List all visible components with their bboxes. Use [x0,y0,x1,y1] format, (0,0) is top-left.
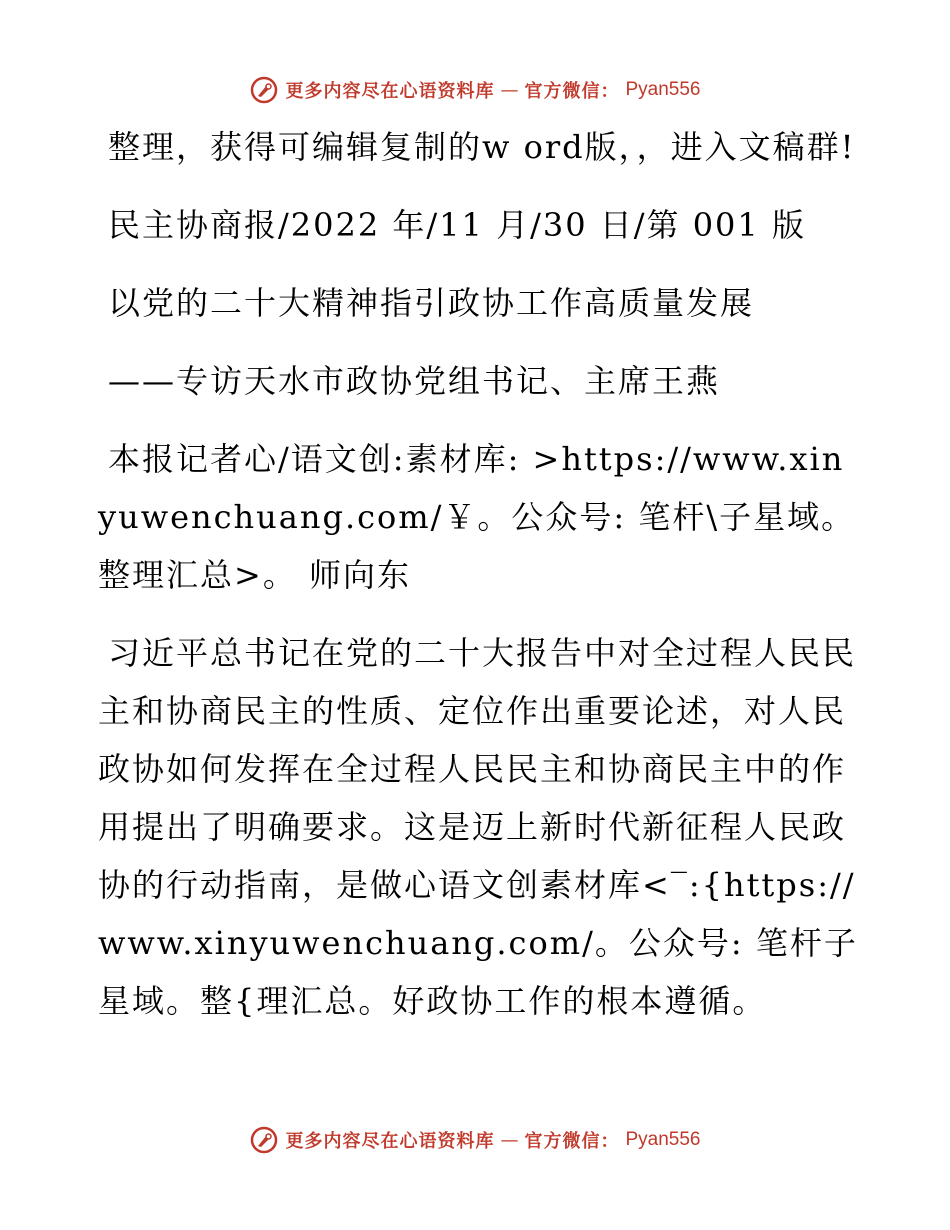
intro-paragraph: 整理，获得可编辑复制的w ord版，，进入文稿群! [108,128,856,166]
header-banner-separator: — [500,79,519,101]
header-watermark-banner [0,70,950,110]
footer-wechat-label: 官方微信： [524,1131,620,1152]
pen-nib-circle-icon [249,1125,279,1155]
footer-wechat-id: Pyan556 [625,1129,701,1150]
footer-banner-content [249,1125,700,1155]
footer-watermark-banner [0,1120,950,1160]
footer-banner-separator: — [500,1129,519,1151]
body-paragraph: 习近平总书记在党的二十大报告中对全过程人民民主和协商民主的性质、定位作出重要论述，对人民政协如何发挥在全过程人民民主和协商民主中的作用提出了明确要求。这是迈上新时代新征程人民政协的行动指南，是做心语文创素材库<‾:{https://www.xinyuwenchuang.com/。公众号: 笔杆子星域。整{理汇总。好政协工作的根本遵循。 [98,634,858,1020]
header-wechat-label: 官方微信： [524,81,620,102]
byline-paragraph: 本报记者心/语文创:素材库: >https://www.xinyuwenchuang.com/￥。公众号: 笔杆\子星域。整理汇总>。 师向东 [98,440,856,594]
source-line: 民主协商报/2022 年/11 月/30 日/第 001 版 [108,206,806,244]
header-banner-text: 更多内容尽在心语资料库 [285,81,495,102]
header-wechat-id: Pyan556 [625,79,701,100]
article-title: 以党的二十大精神指引政协工作高质量发展 [108,284,755,322]
article-subtitle: ——专访天水市政协党组书记、主席王燕 [108,362,721,400]
footer-banner-text: 更多内容尽在心语资料库 [285,1131,495,1152]
document-body [98,118,858,1030]
header-banner-content [249,75,700,105]
pen-nib-circle-icon [249,75,279,105]
